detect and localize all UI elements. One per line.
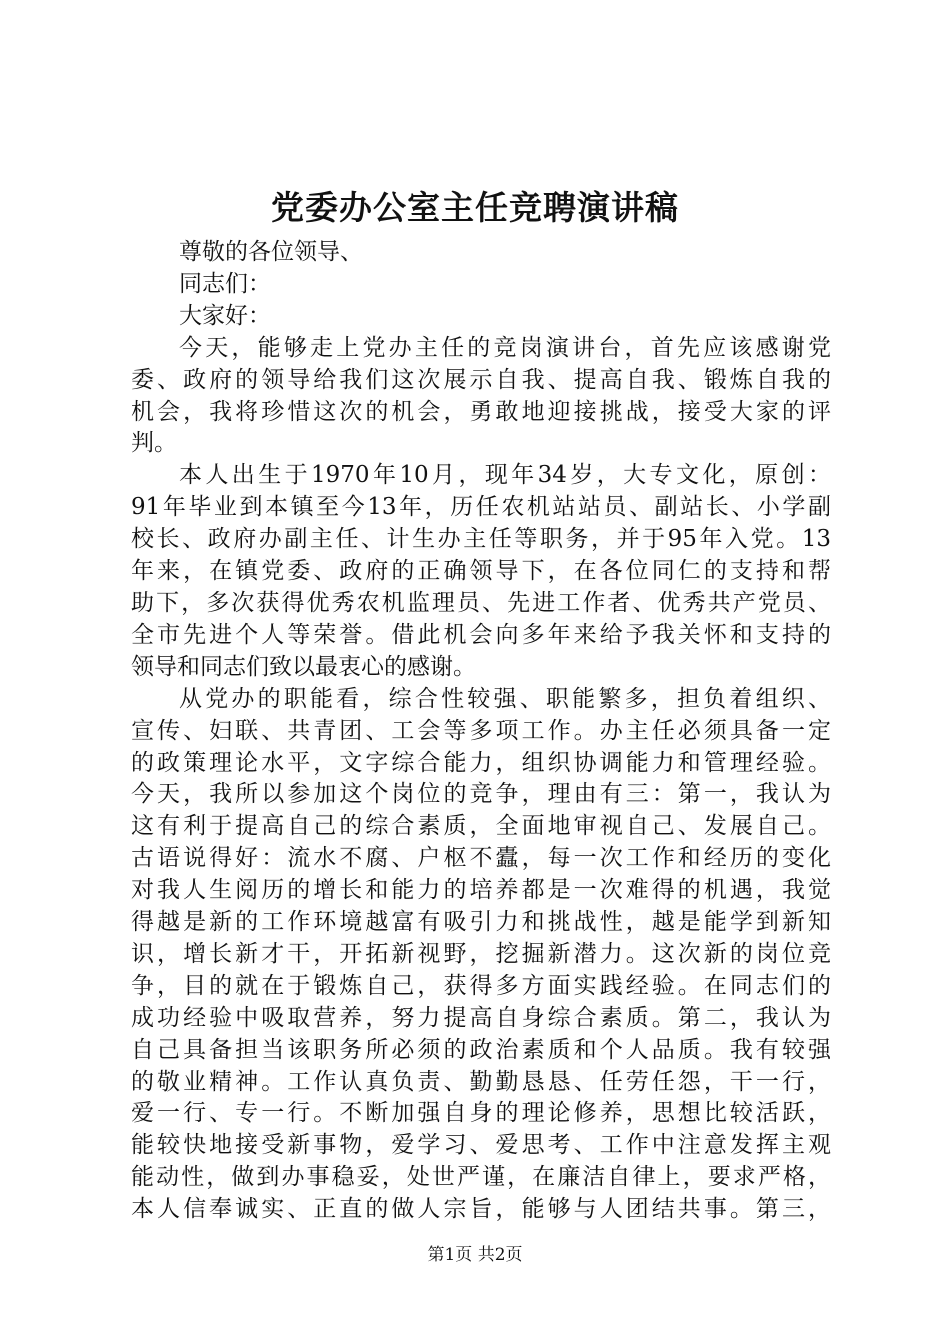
paragraph-line: 助下，多次获得优秀农机监理员、先进工作者、优秀共产党员、	[131, 589, 831, 616]
paragraph-line: 成功经验中吸取营养，努力提高自身综合素质。第二，我认为	[131, 1004, 831, 1031]
paragraph-line: 年来，在镇党委、政府的正确领导下，在各位同仁的支持和帮	[131, 558, 831, 585]
salutation-line: 尊敬的各位领导、	[179, 239, 363, 265]
paragraph-line: 本人信奉诚实、正直的做人宗旨，能够与人团结共事。第三，	[131, 1196, 831, 1223]
paragraph-line: 争，目的就在于锻炼自己，获得多方面实践经验。在同志们的	[131, 972, 831, 999]
paragraph-line: 识，增长新才干，开拓新视野，挖掘新潜力。这次新的岗位竞	[131, 940, 831, 967]
page-footer: 第1页 共2页	[427, 1245, 523, 1265]
paragraph-line: 自己具备担当该职务所必须的政治素质和个人品质。我有较强	[131, 1036, 831, 1063]
paragraph-line: 的敬业精神。工作认真负责、勤勤恳恳、任劳任怨，干一行，	[131, 1068, 831, 1095]
paragraph-line: 这有利于提高自己的综合素质，全面地审视自己、发展自己。	[131, 813, 831, 840]
paragraph-line: 的政策理论水平，文字综合能力，组织协调能力和管理经验。	[131, 749, 831, 776]
paragraph-line: 本人出生于1970年10月，现年34岁，大专文化，原创：	[179, 462, 831, 489]
paragraph-line: 能动性，做到办事稳妥，处世严谨，在廉洁自律上，要求严格，	[131, 1164, 831, 1191]
paragraph-line: 对我人生阅历的增长和能力的培养都是一次难得的机遇，我觉	[131, 877, 831, 904]
paragraph-line: 领导和同志们致以最衷心的感谢。	[131, 653, 476, 680]
paragraph-line: 机会，我将珍惜这次的机会，勇敢地迎接挑战，接受大家的评	[131, 398, 831, 425]
greeting-line: 大家好：	[179, 302, 271, 329]
paragraph-line: 得越是新的工作环境越富有吸引力和挑战性，越是能学到新知	[131, 909, 831, 936]
paragraph-line: 古语说得好：流水不腐、户枢不蠹，每一次工作和经历的变化	[131, 845, 831, 872]
paragraph-line: 今天，我所以参加这个岗位的竞争，理由有三：第一，我认为	[131, 781, 831, 808]
paragraph-line: 今天，能够走上党办主任的竞岗演讲台，首先应该感谢党	[179, 334, 831, 361]
paragraph-line: 宣传、妇联、共青团、工会等多项工作。办主任必须具备一定	[131, 717, 831, 744]
paragraph-line: 委、政府的领导给我们这次展示自我、提高自我、锻炼自我的	[131, 366, 831, 393]
paragraph-line: 判。	[131, 430, 177, 457]
paragraph-line: 全市先进个人等荣誉。借此机会向多年来给予我关怀和支持的	[131, 621, 831, 648]
paragraph-line: 91年毕业到本镇至今13年，历任农机站站员、副站长、小学副	[131, 494, 831, 521]
document-body	[131, 237, 831, 1226]
paragraph-line: 能较快地接受新事物，爱学习、爱思考、工作中注意发挥主观	[131, 1132, 831, 1159]
paragraph-line: 从党办的职能看，综合性较强、职能繁多，担负着组织、	[179, 685, 831, 712]
salutation-line: 同志们：	[179, 270, 271, 297]
paragraph-line: 校长、政府办副主任、计生办主任等职务，并于95年入党。13	[131, 526, 831, 553]
paragraph-line: 爱一行、专一行。不断加强自身的理论修养，思想比较活跃，	[131, 1100, 831, 1127]
document-title: 党委办公室主任竞聘演讲稿	[271, 188, 679, 227]
